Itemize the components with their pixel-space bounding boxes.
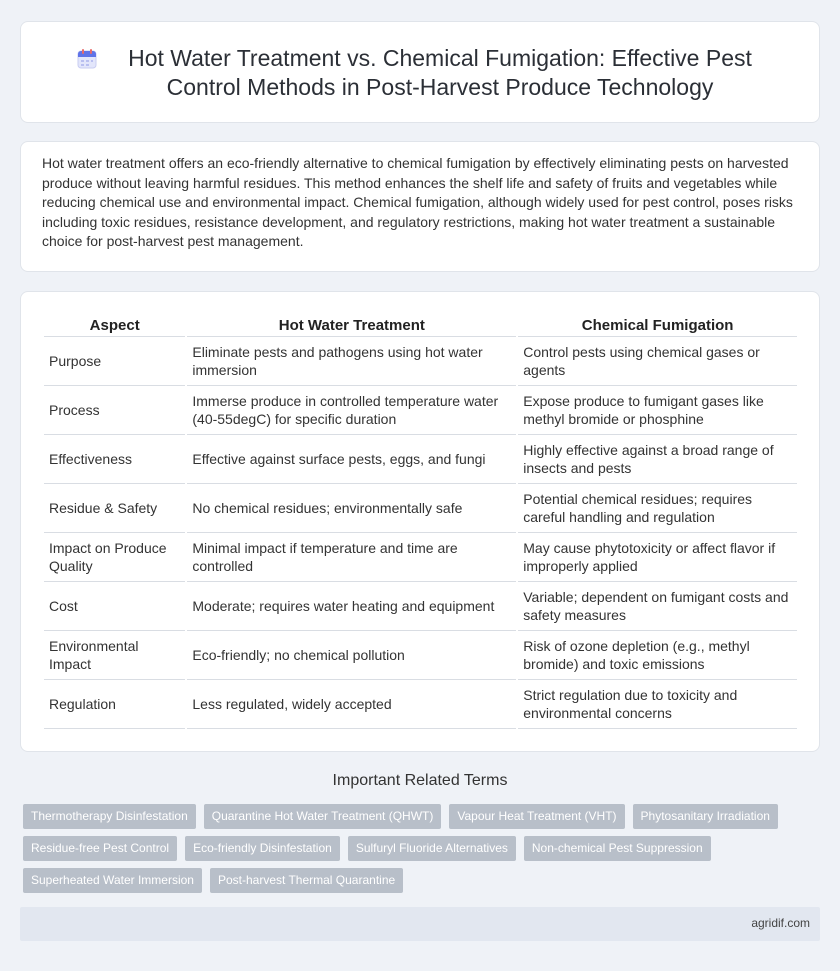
fumigation-cell: Strict regulation due to toxicity and environmental concerns [518,680,797,729]
footer-site-link[interactable]: agridif.com [751,916,810,930]
intro-card [20,141,820,272]
comparison-table [42,315,799,729]
fumigation-cell: May cause phytotoxicity or affect flavor if improperly applied [518,533,797,582]
term-tag[interactable]: Residue-free Pest Control [23,836,177,861]
hot-water-cell: Less regulated, widely accepted [187,680,516,729]
aspect-cell: Impact on Produce Quality [44,533,185,582]
fumigation-cell: Risk of ozone depletion (e.g., methyl bromide) and toxic emissions [518,631,797,680]
header-chemical-fumigation: Chemical Fumigation [518,315,797,337]
table-row [44,533,797,582]
intro-paragraph: Hot water treatment offers an eco-friendly alternative to chemical fumigation by effectively eliminating pests on harvested produce without leaving harmful residues. This method enhances the shelf life and safety of fruits and vegetables while reducing chemical use and environmental impact. Chemical fumigation, although widely used for pest control, poses risks including toxic residues, resistance development, and regulatory restrictions, making hot water treatment a sustainable choice for post-harvest pest management. [42,155,793,249]
hot-water-cell: Eliminate pests and pathogens using hot water immersion [187,337,516,386]
hot-water-cell: Effective against surface pests, eggs, and fungi [187,435,516,484]
fumigation-cell: Variable; dependent on fumigant costs and safety measures [518,582,797,631]
table-row [44,484,797,533]
footer-bar [20,907,820,941]
aspect-cell: Environmental Impact [44,631,185,680]
term-tag[interactable]: Eco-friendly Disinfestation [185,836,340,861]
fumigation-cell: Potential chemical residues; requires careful handling and regulation [518,484,797,533]
table-row [44,680,797,729]
term-tag[interactable]: Quarantine Hot Water Treatment (QHWT) [204,804,442,829]
table-header-row [44,315,797,337]
hot-water-cell: Immerse produce in controlled temperature water (40-55degC) for specific duration [187,386,516,435]
table-row [44,435,797,484]
aspect-cell: Cost [44,582,185,631]
aspect-cell: Purpose [44,337,185,386]
hot-water-cell: Moderate; requires water heating and equipment [187,582,516,631]
term-tag[interactable]: Non-chemical Pest Suppression [524,836,711,861]
fumigation-cell: Expose produce to fumigant gases like methyl bromide or phosphine [518,386,797,435]
term-tag[interactable]: Phytosanitary Irradiation [633,804,778,829]
page-title: Hot Water Treatment vs. Chemical Fumigation: Effective Pest Control Methods in Post-Harvest Produce Technology [128,45,752,100]
comparison-table-card [20,291,820,752]
term-tag[interactable]: Thermotherapy Disinfestation [23,804,196,829]
hot-water-cell: No chemical residues; environmentally safe [187,484,516,533]
related-terms-list [23,804,803,893]
aspect-cell: Regulation [44,680,185,729]
header-card [20,21,820,123]
term-tag[interactable]: Sulfuryl Fluoride Alternatives [348,836,516,861]
table-row [44,386,797,435]
header-hot-water-treatment: Hot Water Treatment [187,315,516,337]
aspect-cell: Effectiveness [44,435,185,484]
table-row [44,582,797,631]
fumigation-cell: Highly effective against a broad range of insects and pests [518,435,797,484]
header-aspect: Aspect [44,315,185,337]
hot-water-cell: Eco-friendly; no chemical pollution [187,631,516,680]
aspect-cell: Residue & Safety [44,484,185,533]
related-terms-heading: Important Related Terms [332,772,508,789]
term-tag[interactable]: Vapour Heat Treatment (VHT) [449,804,624,829]
term-tag[interactable]: Superheated Water Immersion [23,868,202,893]
fumigation-cell: Control pests using chemical gases or agents [518,337,797,386]
term-tag[interactable]: Post-harvest Thermal Quarantine [210,868,403,893]
aspect-cell: Process [44,386,185,435]
table-row [44,337,797,386]
hot-water-cell: Minimal impact if temperature and time are controlled [187,533,516,582]
table-row [44,631,797,680]
